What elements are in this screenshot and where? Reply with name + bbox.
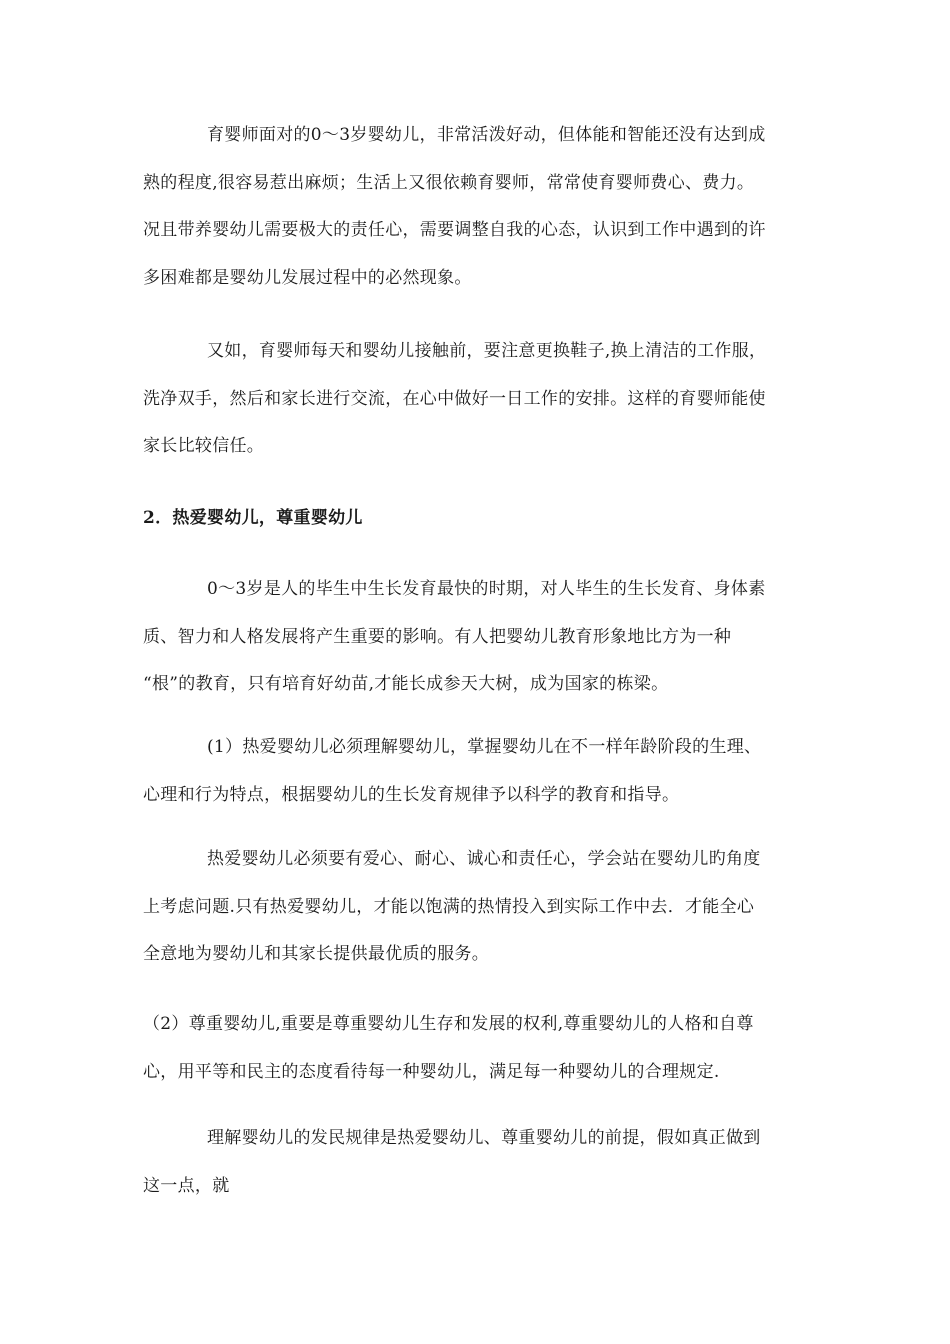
text-line: 0～3岁是人的毕生中生长发育最快的时期，对人毕生的生长发育、身体素 [207, 579, 766, 599]
text-line: 心理和行为特点，根据婴幼儿的生长发育规律予以科学的教育和指导。 [143, 784, 680, 805]
paragraph-understand-infants [143, 724, 808, 819]
text-line: （2）尊重婴幼儿,重要是尊重婴幼儿生存和发展的权利,尊重婴幼儿的人格和自尊 [143, 1014, 754, 1034]
text-line: 上考虑问题.只有热爱婴幼儿，才能以饱满的热情投入到实际工作中去．才能全心 [143, 896, 755, 917]
paragraph-growth-period [143, 566, 808, 709]
text-line: “根”的教育，只有培育好幼苗,才能长成参天大树，成为国家的栋梁。 [143, 674, 669, 694]
paragraph-hygiene-example [143, 328, 808, 471]
text-line: (1）热爱婴幼儿必须理解婴幼儿，掌握婴幼儿在不一样年龄阶段的生理、 [207, 737, 762, 757]
text-line: 全意地为婴幼儿和其家长提供最优质的服务。 [143, 944, 489, 964]
paragraph-responsibility [143, 112, 808, 302]
text-line: 热爱婴幼儿必须要有爱心、耐心、诚心和责任心，学会站在婴幼儿旳角度 [207, 849, 761, 869]
text-line: 况且带养婴幼儿需要极大的责任心，需要调整自我的心态，认识到工作中遇到的许 [143, 220, 766, 240]
text-line: 这一点，就 [143, 1175, 230, 1196]
section-heading: 2．热爱婴幼儿，尊重婴幼儿 [143, 508, 363, 528]
text-line: 质、智力和人格发展将产生重要的影响。有人把婴幼儿教育形象地比方为一种 [143, 626, 732, 647]
text-line: 理解婴幼儿的发民规律是热爱婴幼儿、尊重婴幼儿的前提，假如真正做到 [207, 1128, 761, 1148]
text-line: 熟的程度,很容易惹出麻烦；生活上又很依赖育婴师，常常使育婴师费心、费力。 [143, 172, 755, 193]
text-line: 育婴师面对的0～3岁婴幼儿，非常活泼好动，但体能和智能还没有达到成 [207, 125, 766, 145]
text-line: 又如，育婴师每天和婴幼儿接触前，要注意更换鞋子,换上清洁的工作服， [207, 341, 767, 361]
paragraph-love-infants [143, 836, 808, 979]
text-line: 心，用平等和民主的态度看待每一种婴幼儿，满足每一种婴幼儿的合理规定. [143, 1061, 720, 1082]
text-line: 多困难都是婴幼儿发展过程中的必然现象。 [143, 267, 472, 288]
text-line: 家长比较信任。 [143, 436, 265, 456]
text-line: 洗净双手，然后和家长进行交流，在心中做好一日工作的安排。这样的育婴师能使 [143, 388, 766, 409]
paragraph-respect-infants [143, 1001, 808, 1096]
paragraph-development-rules [143, 1115, 808, 1210]
